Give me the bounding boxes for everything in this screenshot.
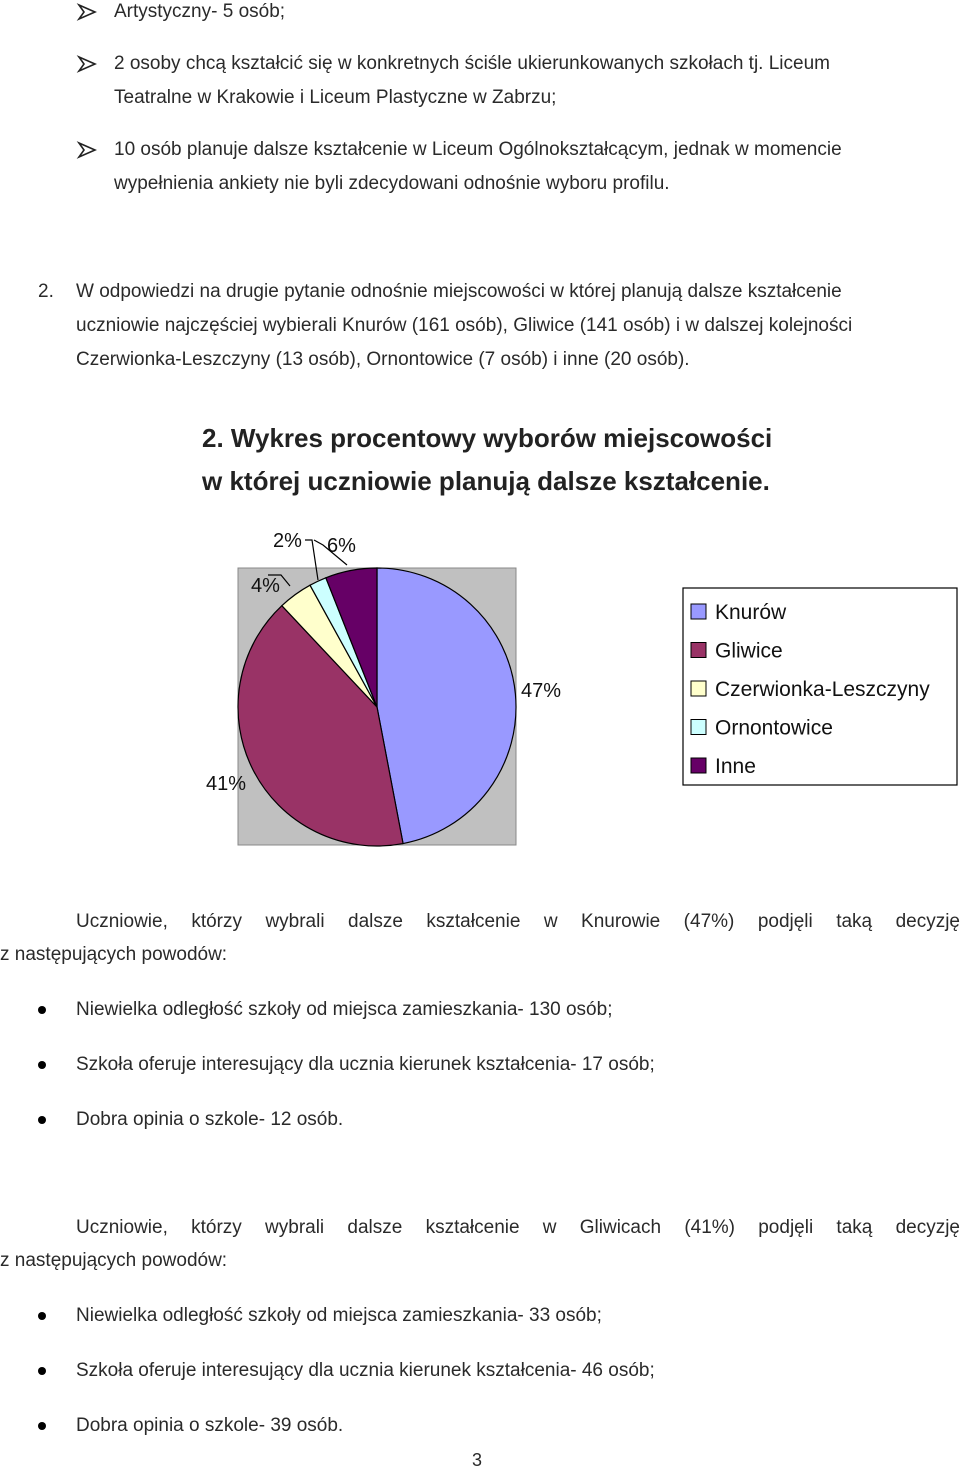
pie-data-label: 2% [273, 530, 302, 552]
legend-swatch [691, 604, 706, 619]
pie-data-label: 41% [206, 773, 247, 795]
bullet-text: wypełnienia ankiety nie byli zdecydowani odnośnie wyboru profilu. [114, 173, 670, 194]
paragraph-number: 2. [38, 281, 54, 302]
bullet-dot-icon [38, 1116, 46, 1124]
chart-subtitle: w której uczniowie planują dalsze kształcenie. [202, 466, 770, 496]
legend-swatch [691, 720, 706, 735]
list-item: Szkoła oferuje interesujący dla ucznia kierunek kształcenia- 46 osób; [76, 1360, 655, 1381]
bullet-dot-icon [38, 1061, 46, 1069]
section-intro: Uczniowie, którzy wybrali dalsze kształcenie w Gliwicach (41%) podjęli taką decyzję [76, 1217, 960, 1238]
legend-label: Knurów [715, 601, 787, 624]
arrow-bullet-icon [76, 53, 98, 75]
legend-label: Gliwice [715, 639, 783, 663]
bullet-dot-icon [38, 1367, 46, 1375]
bullet-dot-icon [38, 1312, 46, 1320]
pie-chart [0, 520, 960, 860]
bullet-text: 2 osoby chcą kształcić się w konkretnych ściśle ukierunkowanych szkołach tj. Liceum [114, 53, 830, 74]
pie-data-label: 47% [521, 680, 562, 702]
paragraph-line: Czerwionka-Leszczyny (13 osób), Ornontowice (7 osób) i inne (20 osób). [76, 349, 690, 370]
list-item: Dobra opinia o szkole- 12 osób. [76, 1109, 344, 1130]
list-item: Niewielka odległość szkoły od miejsca zamieszkania- 33 osób; [76, 1305, 602, 1326]
paragraph-line: uczniowie najczęściej wybierali Knurów (161 osób), Gliwice (141 osób) i w dalszej kolejności [76, 315, 853, 336]
arrow-bullet-icon [76, 139, 98, 161]
pie-data-label: 6% [327, 535, 356, 557]
paragraph-line: W odpowiedzi na drugie pytanie odnośnie miejscowości w której planują dalsze kształcenie [76, 281, 842, 302]
bullet-text: Artystyczny- 5 osób; [114, 1, 286, 22]
page-number: 3 [472, 1450, 483, 1470]
section-intro: z następujących powodów: [0, 944, 228, 965]
bullet-dot-icon [38, 1422, 46, 1430]
legend-label: Ornontowice [715, 716, 833, 740]
list-item: Niewielka odległość szkoły od miejsca zamieszkania- 130 osób; [76, 999, 613, 1020]
bullet-text: 10 osób planuje dalsze kształcenie w Liceum Ogólnokształcącym, jednak w momencie [114, 139, 842, 160]
legend-label: Inne [715, 755, 756, 778]
bullet-dot-icon [38, 1006, 46, 1014]
legend-swatch [691, 758, 706, 773]
list-item: Dobra opinia o szkole- 39 osób. [76, 1415, 344, 1436]
section-intro: Uczniowie, którzy wybrali dalsze kształcenie w Knurowie (47%) podjęli taką decyzję [76, 911, 960, 932]
arrow-bullet-icon [76, 1, 98, 23]
chart-title: 2. Wykres procentowy wyborów miejscowości [202, 423, 773, 453]
pie-data-label: 4% [251, 575, 280, 597]
section-intro: z następujących powodów: [0, 1250, 228, 1271]
legend-swatch [691, 681, 706, 696]
list-item: Szkoła oferuje interesujący dla ucznia kierunek kształcenia- 17 osób; [76, 1054, 655, 1075]
legend-label: Czerwionka-Leszczyny [715, 678, 930, 701]
bullet-text: Teatralne w Krakowie i Liceum Plastyczne w Zabrzu; [114, 87, 557, 108]
legend-swatch [691, 643, 706, 658]
